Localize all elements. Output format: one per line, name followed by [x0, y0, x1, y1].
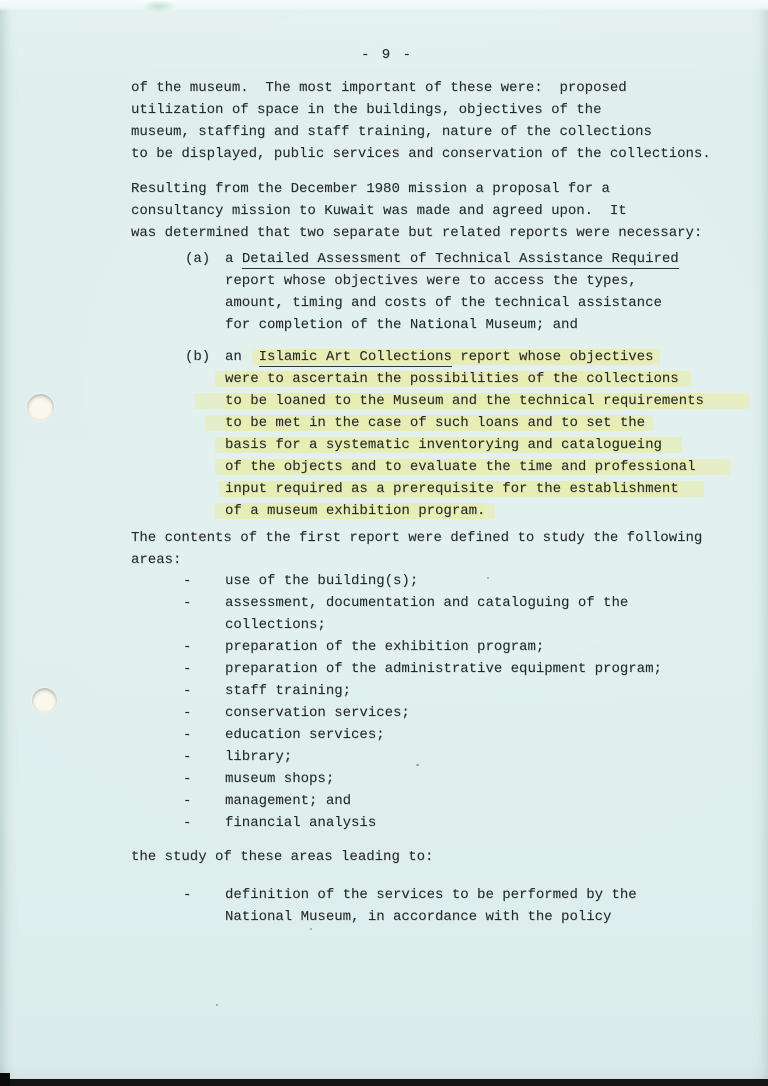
speckle — [310, 928, 312, 930]
list-item: - library; — [131, 746, 662, 768]
item-a-first-line — [131, 248, 679, 270]
hole-punch-bottom — [32, 688, 57, 713]
list-item: - museum shops; — [131, 768, 662, 790]
item-b-underlined-title: Islamic Art Collections — [258, 349, 452, 365]
item-a-lead: a — [225, 251, 242, 267]
bullet-dash: - — [183, 793, 192, 809]
text-line: areas: — [131, 552, 182, 568]
text-line: amount, timing and costs of the technical assistance — [225, 295, 662, 311]
bullet-dash: - — [183, 705, 192, 721]
list-item: - preparation of the exhibition program; — [131, 636, 662, 658]
bullet-dash: - — [183, 727, 192, 743]
list-item-continuation: National Museum, in accordance with the policy — [225, 909, 612, 925]
study-areas-list — [131, 570, 662, 834]
bullet-dash: - — [183, 749, 192, 765]
list-item: - management; and — [131, 790, 662, 812]
list-item: - staff training; — [131, 680, 662, 702]
item-b — [131, 346, 704, 522]
item-b-lead: an — [225, 349, 259, 365]
text-line: report whose objectives were to access the types, — [225, 273, 637, 289]
bullet-dash: - — [183, 771, 192, 787]
highlighted-line: to be met in the case of such loans and to set the — [225, 415, 646, 431]
speckle — [216, 1004, 218, 1006]
scan-corner-mark — [0, 1073, 10, 1086]
green-smudge — [136, 1, 182, 14]
text-line: of the museum. The most important of these were: proposed — [131, 80, 627, 96]
text-line: the study of these areas leading to: — [131, 849, 434, 865]
list-item: - financial analysis — [131, 812, 662, 834]
item-b-label: (b) — [185, 349, 211, 365]
bullet-dash: - — [183, 683, 192, 699]
paragraph-2 — [131, 178, 702, 244]
bullet-dash: - — [183, 573, 192, 589]
highlighted-line: of a museum exhibition program. — [225, 503, 486, 519]
bullet-dash: - — [183, 595, 192, 611]
highlighted-segment — [259, 349, 654, 365]
list-item: - assessment, documentation and cataloguing of the — [131, 592, 662, 614]
paragraph-4 — [131, 846, 433, 868]
bullet-dash: - — [183, 887, 192, 903]
bullet-dash: - — [183, 815, 192, 831]
item-a-label: (a) — [185, 251, 211, 267]
highlighted-line: were to ascertain the possibilities of the collections — [225, 371, 679, 387]
item-b-first-line — [131, 346, 704, 368]
item-a-underlined-title: Detailed Assessment of Technical Assistance Required — [241, 251, 679, 267]
text-line: for completion of the National Museum; and — [225, 317, 578, 333]
bullet-dash: - — [183, 661, 192, 677]
text-line: museum, staffing and staff training, nature of the collections — [131, 124, 652, 140]
text-line: Resulting from the December 1980 mission a proposal for a — [131, 181, 610, 197]
paragraph-1 — [131, 77, 711, 165]
list-item: - use of the building(s); — [131, 570, 662, 592]
scan-bottom-edge — [0, 1079, 768, 1086]
highlighted-line: to be loaned to the Museum and the technical requirements — [225, 393, 704, 409]
list-item: - education services; — [131, 724, 662, 746]
list-item-continuation: collections; — [225, 617, 326, 633]
bullet-dash: - — [183, 639, 192, 655]
highlighted-line: input required as a prerequisite for the establishment — [225, 481, 679, 497]
scan-top-edge — [0, 0, 768, 11]
text-line: utilization of space in the buildings, objectives of the — [131, 102, 602, 118]
text-line: to be displayed, public services and conservation of the collections. — [131, 146, 711, 162]
item-b-after-title: report whose objectives — [451, 349, 654, 365]
text-line: was determined that two separate but related reports were necessary: — [131, 225, 703, 241]
final-list-item — [131, 884, 637, 928]
list-item: - conservation services; — [131, 702, 662, 724]
paragraph-3 — [131, 527, 702, 571]
highlighted-line: of the objects and to evaluate the time and professional — [225, 459, 696, 475]
page-number: - 9 - — [361, 47, 414, 63]
text-line: consultancy mission to Kuwait was made and agreed upon. It — [131, 203, 627, 219]
highlighted-line: basis for a systematic inventorying and catalogueing — [225, 437, 662, 453]
text-line: The contents of the first report were defined to study the following — [131, 530, 703, 546]
list-item: - definition of the services to be performed by the — [131, 884, 637, 906]
item-a — [131, 248, 679, 336]
hole-punch-top — [27, 394, 54, 421]
list-item: - preparation of the administrative equipment program; — [131, 658, 662, 680]
